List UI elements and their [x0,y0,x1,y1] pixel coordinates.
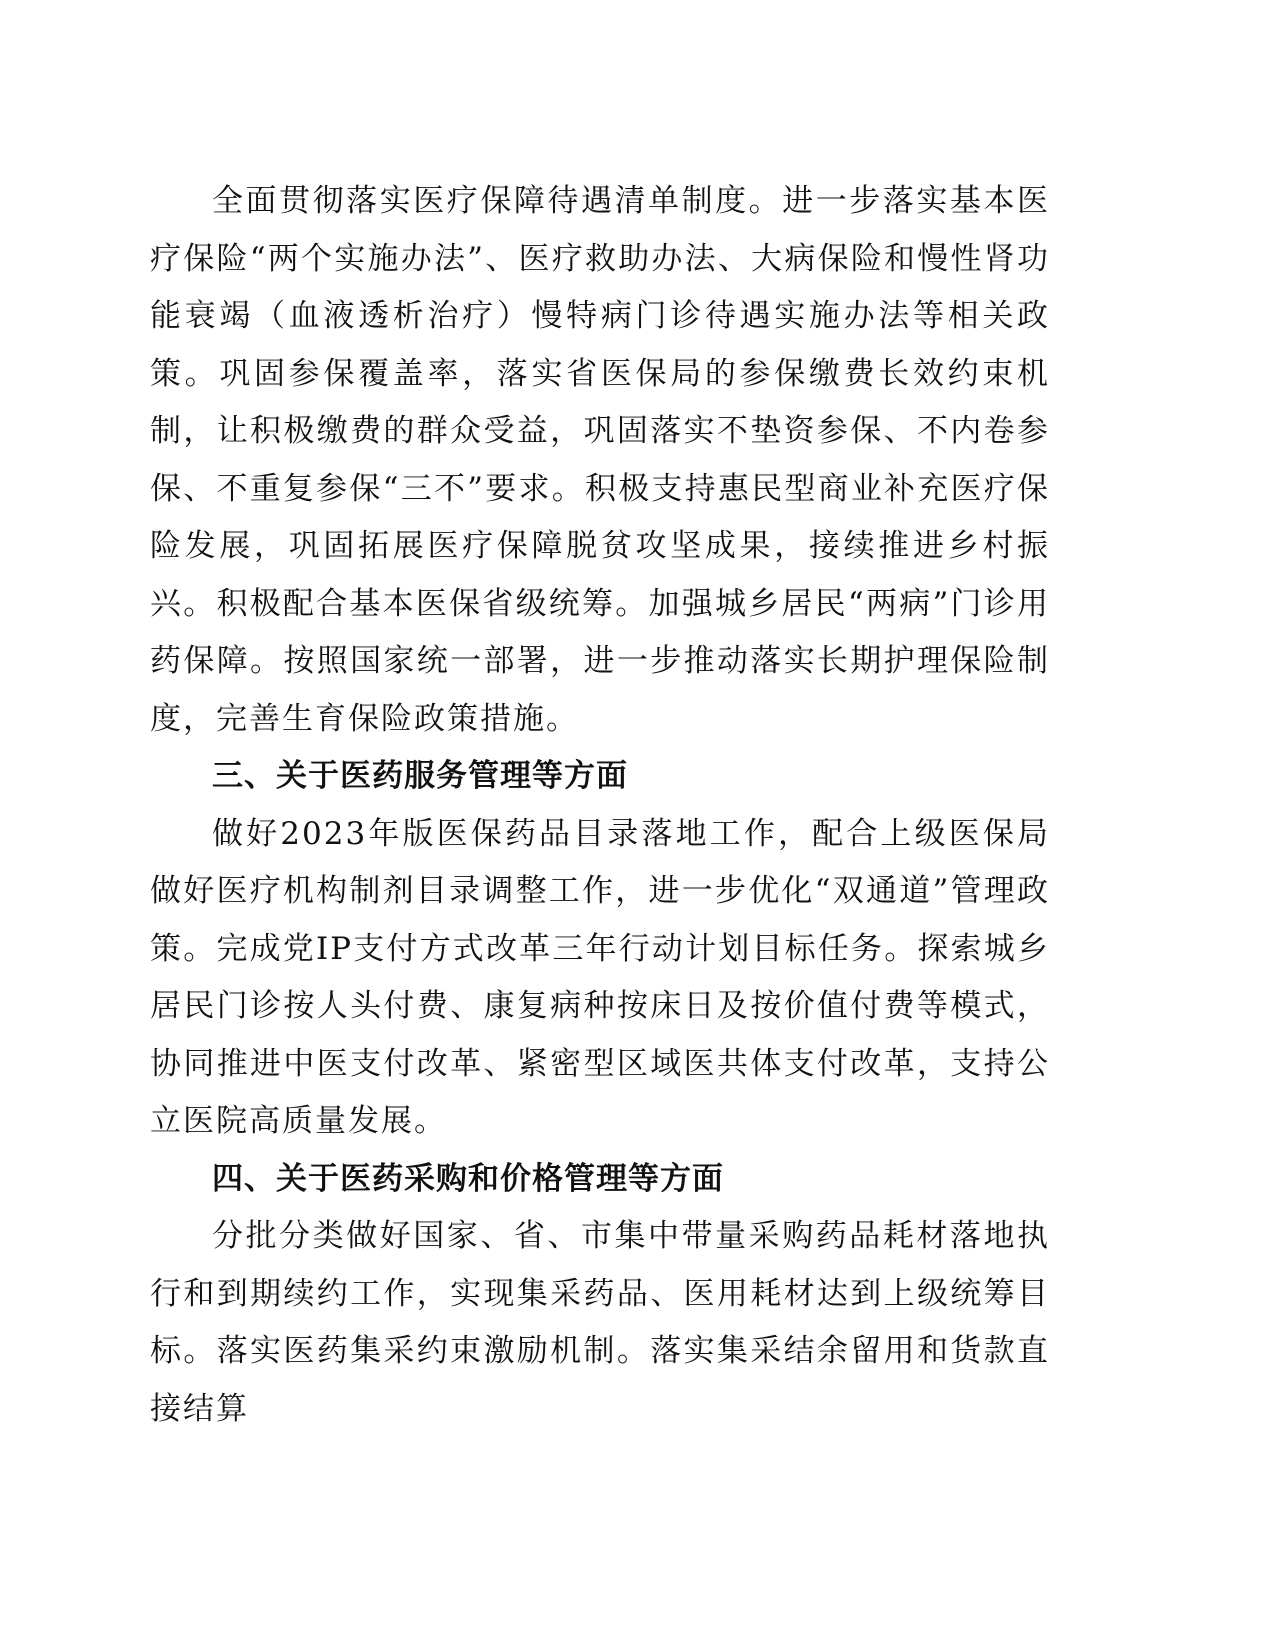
document-body [150,173,1050,1438]
section-heading-4: 四、关于医药采购和价格管理等方面 [212,1160,724,1197]
section-heading-3: 三、关于医药服务管理等方面 [212,758,628,794]
paragraph-procurement: 分批分类做好国家、省、市集中带量采购药品耗材落地执行和到期续约工作，实现集采药品、医用耗材达到上级统筹目标。落实医药集采约束激励机制。落实集采结余留用和货款直接结算 [150,1218,1050,1427]
paragraph-benefits-list: 全面贯彻落实医疗保障待遇清单制度。进一步落实基本医疗保险“两个实施办法”、医疗救助办法、大病保险和慢性肾功能衰竭（血液透析治疗）慢特病门诊待遇实施办法等相关政策。巩固参保覆盖率，落实省医保局的参保缴费长效约束机制，让积极缴费的群众受益，巩固落实不垫资参保、不内卷参保、不重复参保“三不”要求。积极支持惠民型商业补充医疗保险发展，巩固拓展医疗保障脱贫攻坚成果，接续推进乡村振兴。积极配合基本医保省级统筹。加强城乡居民“两病”门诊用药保障。按照国家统一部署，进一步推动落实长期护理保险制度，完善生育保险政策措施。 [150,183,1050,737]
paragraph-medical-service: 做好2023年版医保药品目录落地工作，配合上级医保局做好医疗机构制剂目录调整工作，进一步优化“双通道”管理政策。完成党IP支付方式改革三年行动计划目标任务。探索城乡居民门诊按人头付费、康复病种按床日及按价值付费等模式，协同推进中医支付改革、紧密型区域医共体支付改革，支持公立医院高质量发展。 [150,815,1050,1139]
